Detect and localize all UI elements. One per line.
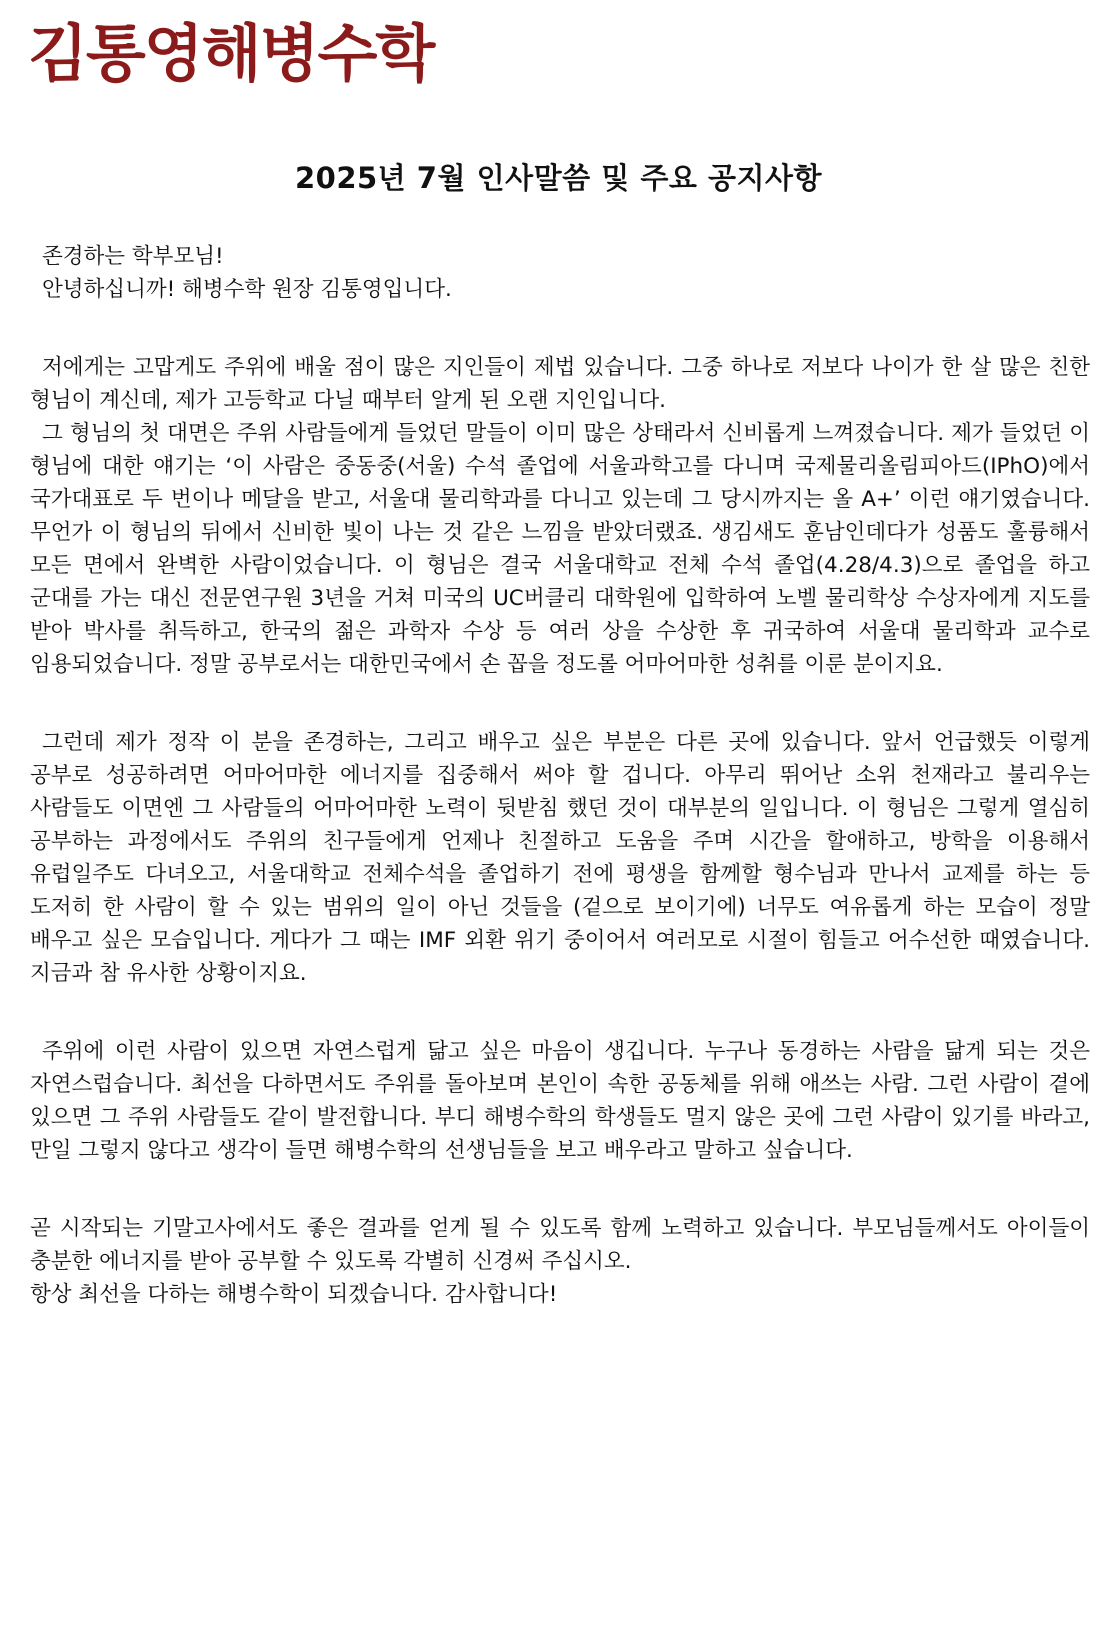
academy-logo: 김통영해병수학: [28, 17, 434, 90]
paragraph-admiration: 그런데 제가 정작 이 분을 존경하는, 그리고 배우고 싶은 부분은 다른 곳에 있습니다. 앞서 언급했듯 이렇게 공부로 성공하려면 어마어마한 에너지를 집중해서 써야 할 겁니다. 아무리 뛰어난 소위 천재라고 불리우는 사람들도 이면엔 그 사람들의 어마어마한 노력이 뒷받침 했던 것이 대부분의 일입니다. 이 형님은 그렇게 열심히 공부하는 과정에서도 주위의 친구들에게 언제나 친절하고 도움을 주며 시간을 할애하고, 방학을 이용해서 유럽일주도 다녀오고, 서울대학교 전체수석을 졸업하기 전에 평생을 함께할 형수님과 만나서 교제를 하는 등 도저히 한 사람이 할 수 있는 범위의 일이 아닌 것들을 (겉으로 보이기에) 너무도 여유롭게 하는 모습이 정말 배우고 싶은 모습입니다. 게다가 그 때는 IMF 외환 위기 중이어서 여러모로 시절이 힘들고 어수선한 때였습니다. 지금과 참 유사한 상황이지요.: [30, 730, 1090, 986]
letter-body: [30, 240, 1090, 1311]
paragraph-spacer: [30, 306, 1090, 351]
paragraph-acquaintance: 저에게는 고맙게도 주위에 배울 점이 많은 지인들이 제법 있습니다. 그중 하나로 저보다 나이가 한 살 많은 친한 형님이 계신데, 제가 고등학교 다닐 때부터 알게 된 오랜 지인입니다.: [30, 355, 1090, 413]
paragraph-role-model: 주위에 이런 사람이 있으면 자연스럽게 닮고 싶은 마음이 생깁니다. 누구나 동경하는 사람을 닮게 되는 것은 자연스럽습니다. 최선을 다하면서도 주위를 돌아보며 본인이 속한 공동체를 위해 애쓰는 사람. 그런 사람이 곁에 있으면 그 주위 사람들도 같이 발전합니다. 부디 해병수학의 학생들도 멀지 않은 곳에 그런 사람이 있기를 바라고, 만일 그렇지 않다고 생각이 들면 해병수학의 선생님들을 보고 배우라고 말하고 싶습니다.: [30, 1039, 1090, 1163]
paragraph-senior-profile: 그 형님의 첫 대면은 주위 사람들에게 들었던 말들이 이미 많은 상태라서 신비롭게 느껴졌습니다. 제가 들었던 이 형님에 대한 얘기는 ‘이 사람은 중동중(서울) 수석 졸업에 서울과학고를 다니며 국제물리올림피아드(IPhO)에서 국가대표로 두 번이나 메달을 받고, 서울대 물리학과를 다니고 있는데 그 당시까지는 올 A+’ 이런 얘기였습니다. 무언가 이 형님의 뒤에서 신비한 빛이 나는 것 같은 느낌을 받았더랬죠. 생김새도 훈남인데다가 성품도 훌륭해서 모든 면에서 완벽한 사람이었습니다. 이 형님은 결국 서울대학교 전체 수석 졸업(4.28/4.3)으로 졸업을 하고 군대를 가는 대신 전문연구원 3년을 거쳐 미국의 UC버클리 대학원에 입학하여 노벨 물리학상 수상자에게 지도를 받아 박사를 취득하고, 한국의 젊은 과학자 수상 등 여러 상을 수상한 후 귀국하여 서울대 물리학과 교수로 임용되었습니다. 정말 공부로서는 대한민국에서 손 꼽을 정도롤 어마어마한 성취를 이룬 분이지요.: [30, 421, 1090, 677]
paragraph-spacer: [30, 681, 1090, 726]
notice-title: 2025년 7월 인사말씀 및 주요 공지사항: [294, 161, 823, 195]
paragraph-spacer: [30, 990, 1090, 1035]
greeting-line-1: 존경하는 학부모님!: [42, 244, 224, 269]
greeting-line-2: 안녕하십니까! 해병수학 원장 김통영입니다.: [42, 277, 452, 302]
closing-line: 항상 최선을 다하는 해병수학이 되겠습니다. 감사합니다!: [30, 1282, 558, 1307]
paragraph-exam-notice: 곧 시작되는 기말고사에서도 좋은 결과를 얻게 될 수 있도록 함께 노력하고 있습니다. 부모님들께서도 아이들이 충분한 에너지를 받아 공부할 수 있도록 각별히 신경써 주십시오.: [30, 1216, 1090, 1274]
paragraph-spacer: [30, 1167, 1090, 1212]
